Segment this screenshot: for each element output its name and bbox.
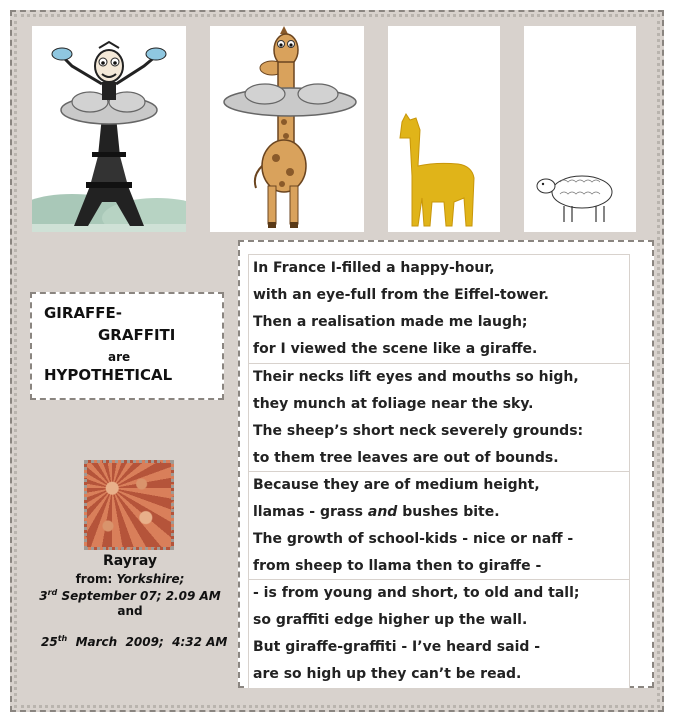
giraffe-image xyxy=(210,26,364,232)
date-conjunction: and xyxy=(117,604,143,618)
author-avatar xyxy=(84,460,174,550)
poem-line: - is from young and short, to old and tall; xyxy=(253,585,580,601)
poem-line: llamas - grass and bushes bite. xyxy=(253,504,500,520)
poem-line: from sheep to llama then to giraffe - xyxy=(253,558,542,574)
llama-silhouette-icon xyxy=(388,26,500,232)
poem-line: Their necks lift eyes and mouths so high, xyxy=(253,369,579,385)
poem-line: they munch at foliage near the sky. xyxy=(253,396,534,412)
eiffel-tower-cartoon-icon xyxy=(32,26,186,232)
author-location xyxy=(20,572,240,586)
poem-line: Then a realisation made me laugh; xyxy=(253,314,528,330)
poem-line: The growth of school-kids - nice or naff - xyxy=(253,531,574,547)
poem-line: In France I-filled a happy-hour, xyxy=(253,260,495,276)
poem-container xyxy=(238,240,654,688)
eiffel-tower-image xyxy=(32,26,186,232)
stanza-3 xyxy=(248,471,630,581)
poem-line: to them tree leaves are out of bounds. xyxy=(253,450,559,466)
from-place: Yorkshire; xyxy=(116,572,185,586)
poem-line: The sheep’s short neck severely grounds: xyxy=(253,423,584,439)
title-line-4: HYPOTHETICAL xyxy=(44,366,173,384)
poem-line: with an eye-full from the Eiffel-tower. xyxy=(253,287,549,303)
stanza-4 xyxy=(248,579,630,689)
first-post-date: 3rd September 07; 2.09 AM xyxy=(39,588,221,603)
poem-line: are so high up they can’t be read. xyxy=(253,666,522,682)
sheep-sketch-icon xyxy=(524,26,636,232)
llama-image xyxy=(388,26,500,232)
stanza-2 xyxy=(248,363,630,473)
title-line-1: GIRAFFE- xyxy=(44,304,123,322)
second-post-date: 25th March 2009; 4:32 AM xyxy=(40,634,228,649)
poem-line: so graffiti edge higher up the wall. xyxy=(253,612,528,628)
giraffe-cartoon-icon xyxy=(210,26,364,232)
poem-title-box xyxy=(30,292,224,400)
title-line-2: GRAFFITI xyxy=(98,326,176,344)
sheep-image xyxy=(524,26,636,232)
from-label: from: xyxy=(75,572,117,586)
poem-line: for I viewed the scene like a giraffe. xyxy=(253,341,538,357)
title-line-3: are xyxy=(108,350,131,364)
stanza-1 xyxy=(248,254,630,364)
poem-line: But giraffe-graffiti - I’ve heard said - xyxy=(253,639,541,655)
author-name: Rayray xyxy=(103,553,157,569)
poem-line: Because they are of medium height, xyxy=(253,477,540,493)
